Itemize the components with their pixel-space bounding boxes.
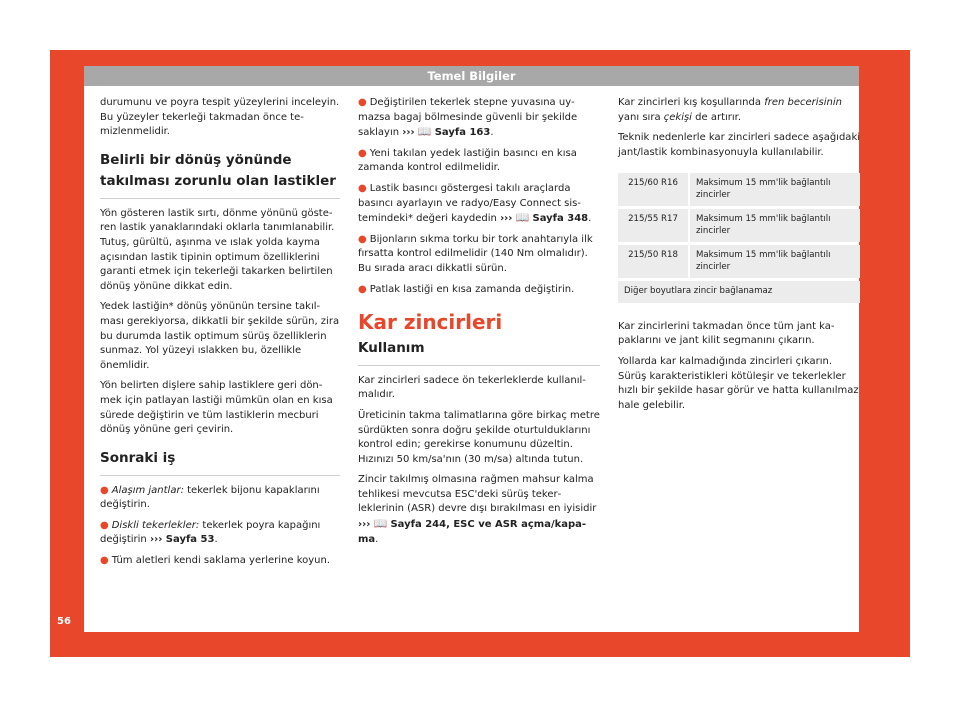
- paragraph: Yedek lastiğin* dönüş yönünün tersine takılması gerekiyorsa, dikkatli bir şekilde sürün, zira bu durumda lastik optimum sürüş özelliklerin sunmaz. Yol yüzeyi ıslakken bu, özellikle önemlidir.: [100, 301, 340, 371]
- bullet-icon: ●: [100, 484, 109, 496]
- paragraph: Kar zincirlerini takmadan önce tüm jant kapaklarını ve jant kilit segmanını çıkarın.: [618, 320, 835, 347]
- bullet-icon: ●: [100, 519, 109, 531]
- page-reference-link[interactable]: Sayfa 348: [532, 213, 589, 225]
- heading-usage: Kullanım: [358, 338, 600, 366]
- bullet-label: Alaşım jantlar:: [111, 484, 184, 496]
- paragraph: Zincir takılmış olmasına rağmen mahsur kalma tehlikesi mevcutsa ESC'deki sürüş tekerleklerinin (ASR) devre dışı bırakılması en iyisidir ››› 📖 Sayfa 244, ESC ve ASR açma/kapama.: [358, 474, 597, 545]
- column-1: [100, 96, 340, 575]
- bullet-item: [100, 484, 340, 513]
- text: Kar zincirleri kış koşullarında: [618, 97, 765, 108]
- text: yanı sıra: [618, 111, 664, 123]
- bullet-icon: ●: [358, 97, 367, 108]
- bullet-item: ● Diskli tekerlekler: tekerlek poyra kapağını değiştirin ››› Sayfa 53.: [100, 519, 321, 546]
- table-cell-size: 215/50 R18: [618, 245, 690, 278]
- table-cell-desc: Maksimum 15 mm'lik bağlantılı zincirler: [690, 173, 860, 206]
- table-cell-desc: Maksimum 15 mm'lik bağlantılı zincirler: [690, 209, 860, 242]
- table-row: [618, 245, 860, 278]
- ref-arrow: ›››: [402, 127, 415, 139]
- page-number: 56: [57, 616, 71, 627]
- bullet-item: [100, 554, 340, 569]
- ref-arrow: ›››: [358, 519, 371, 531]
- bullet-icon: ●: [358, 233, 367, 245]
- column-2: [358, 96, 600, 553]
- page-reference-link[interactable]: Sayfa 163: [434, 127, 491, 139]
- heading-directional-tires: Belirli bir dönüş yönünde takılması zorunlu olan lastikler: [100, 150, 340, 199]
- table-footer-cell: Diğer boyutlara zincir bağlanamaz: [618, 281, 860, 303]
- bullet-text: Bijonların sıkma torku bir tork anahtarıyla ilk fırsatta kontrol edilmelidir (140 Nm olmalıdır). Bu sırada aracı dikkatli sürün.: [358, 233, 593, 274]
- bullet-icon: ●: [358, 182, 367, 194]
- page-reference-link[interactable]: Sayfa 244, ESC ve ASR açma/kapama: [358, 519, 587, 545]
- intro-paragraph: durumunu ve poyra tespit yüzeylerini inceleyin. Bu yüzeyler tekerleği takmadan önce temizlenmelidir.: [100, 97, 340, 138]
- paragraph: Üreticinin takma talimatlarına göre birkaç metre sürdükten sonra doğru şekilde oturtulduklarını kontrol edin; gerekirse konumunu düzeltin. Hızınızı 50 km/sa'nın (30 m/sa) altında tutun.: [358, 409, 600, 465]
- bullet-text: Yeni takılan yedek lastiğin basıncı en kısa zamanda kontrol edilmelidir.: [358, 147, 577, 174]
- paragraph: Kar zincirleri sadece ön tekerleklerde kullanılmalıdır.: [358, 374, 586, 401]
- book-icon: 📖: [373, 517, 388, 531]
- bullet-text: Lastik basıncı göstergesi takılı araçlarda basıncı ayarlayın ve radyo/Easy Connect sistemindeki* değeri kaydedin: [358, 182, 581, 225]
- heading-next-step: Sonraki iş: [100, 448, 340, 476]
- bullet-label: Diskli tekerlekler:: [111, 519, 200, 531]
- table-cell-size: 215/55 R17: [618, 209, 690, 242]
- table-row: [618, 281, 860, 303]
- ref-arrow: ›››: [500, 213, 513, 225]
- text-italic: fren becerisinin: [764, 97, 842, 108]
- paragraph: Yön belirten dişlere sahip lastiklere geri dönmek için patlayan lastiği mümkün olan en kısa sürede değiştirin ve tüm lastiklerin mecburi dönüş yönüne geri çevirin.: [100, 380, 333, 436]
- paragraph: Yön gösteren lastik sırtı, dönme yönünü gösteren lastik yanaklarındaki oklarla tanımlanabilir. Tutuş, gürültü, aşınma ve ıslak yolda kayma açısından lastik tipinin optimum özelliklerini garanti etmek için tekerleği takarken belirtilen dönüş yönüne dikkat edin.: [100, 207, 335, 292]
- bullet-text: Tüm aletleri kendi saklama yerlerine koyun.: [111, 555, 331, 567]
- table-row: [618, 173, 860, 206]
- bullet-icon: ●: [358, 283, 367, 295]
- book-icon: 📖: [417, 125, 432, 139]
- table-cell-size: 215/60 R16: [618, 173, 690, 206]
- bullet-item: [358, 147, 600, 176]
- bullet-item: ● Lastik basıncı göstergesi takılı araçlarda basıncı ayarlayın ve radyo/Easy Connect sistemindeki* değeri kaydedin ››› 📖 Sayfa 348.: [358, 182, 592, 225]
- bullet-item: ● Değiştirilen tekerlek stepne yuvasına uymazsa bagaj bölmesinde güvenli bir şekilde saklayın ››› 📖 Sayfa 163.: [358, 97, 578, 139]
- bullet-item: [358, 283, 600, 298]
- text-italic: çekişi: [663, 111, 692, 123]
- bullet-text: Patlak lastiği en kısa zamanda değiştirin.: [369, 283, 575, 295]
- bullet-text: tekerlek bijonu kapaklarını değiştirin.: [100, 484, 320, 511]
- bullet-icon: ●: [358, 147, 367, 159]
- heading-snow-chains: Kar zincirleri: [358, 310, 503, 335]
- paragraph: Teknik nedenlerle kar zincirleri sadece aşağıdaki jant/lastik kombinasyonuyla kullanılabilir.: [618, 132, 861, 158]
- text: de artırır.: [691, 111, 742, 123]
- table-cell-desc: Maksimum 15 mm'lik bağlantılı zincirler: [690, 245, 860, 278]
- bullet-icon: ●: [100, 555, 109, 567]
- column-3: [618, 96, 860, 419]
- bullet-text: tekerlek poyra kapağını değiştirin: [100, 519, 321, 546]
- paragraph: Yollarda kar kalmadığında zincirleri çıkarın. Sürüş karakteristikleri kötüleşir ve tekerlekler hızlı bir şekilde hasar görür ve hatta kullanılmaz hale gelebilir.: [618, 356, 859, 411]
- bullet-item: [358, 233, 600, 277]
- paragraph-text: Zincir takılmış olmasına rağmen mahsur kalma tehlikesi mevcutsa ESC'deki sürüş tekerleklerinin (ASR) devre dışı bırakılması en iyisidir: [358, 474, 597, 515]
- page-reference-link[interactable]: ››› Sayfa 53: [149, 534, 215, 546]
- section-header: Temel Bilgiler: [84, 66, 859, 86]
- bullet-text: Değiştirilen tekerlek stepne yuvasına uymazsa bagaj bölmesinde güvenli bir şekilde saklayın: [358, 97, 578, 139]
- book-icon: 📖: [515, 211, 530, 225]
- tire-chain-table: [618, 170, 860, 306]
- table-row: [618, 209, 860, 242]
- paragraph: [618, 96, 860, 125]
